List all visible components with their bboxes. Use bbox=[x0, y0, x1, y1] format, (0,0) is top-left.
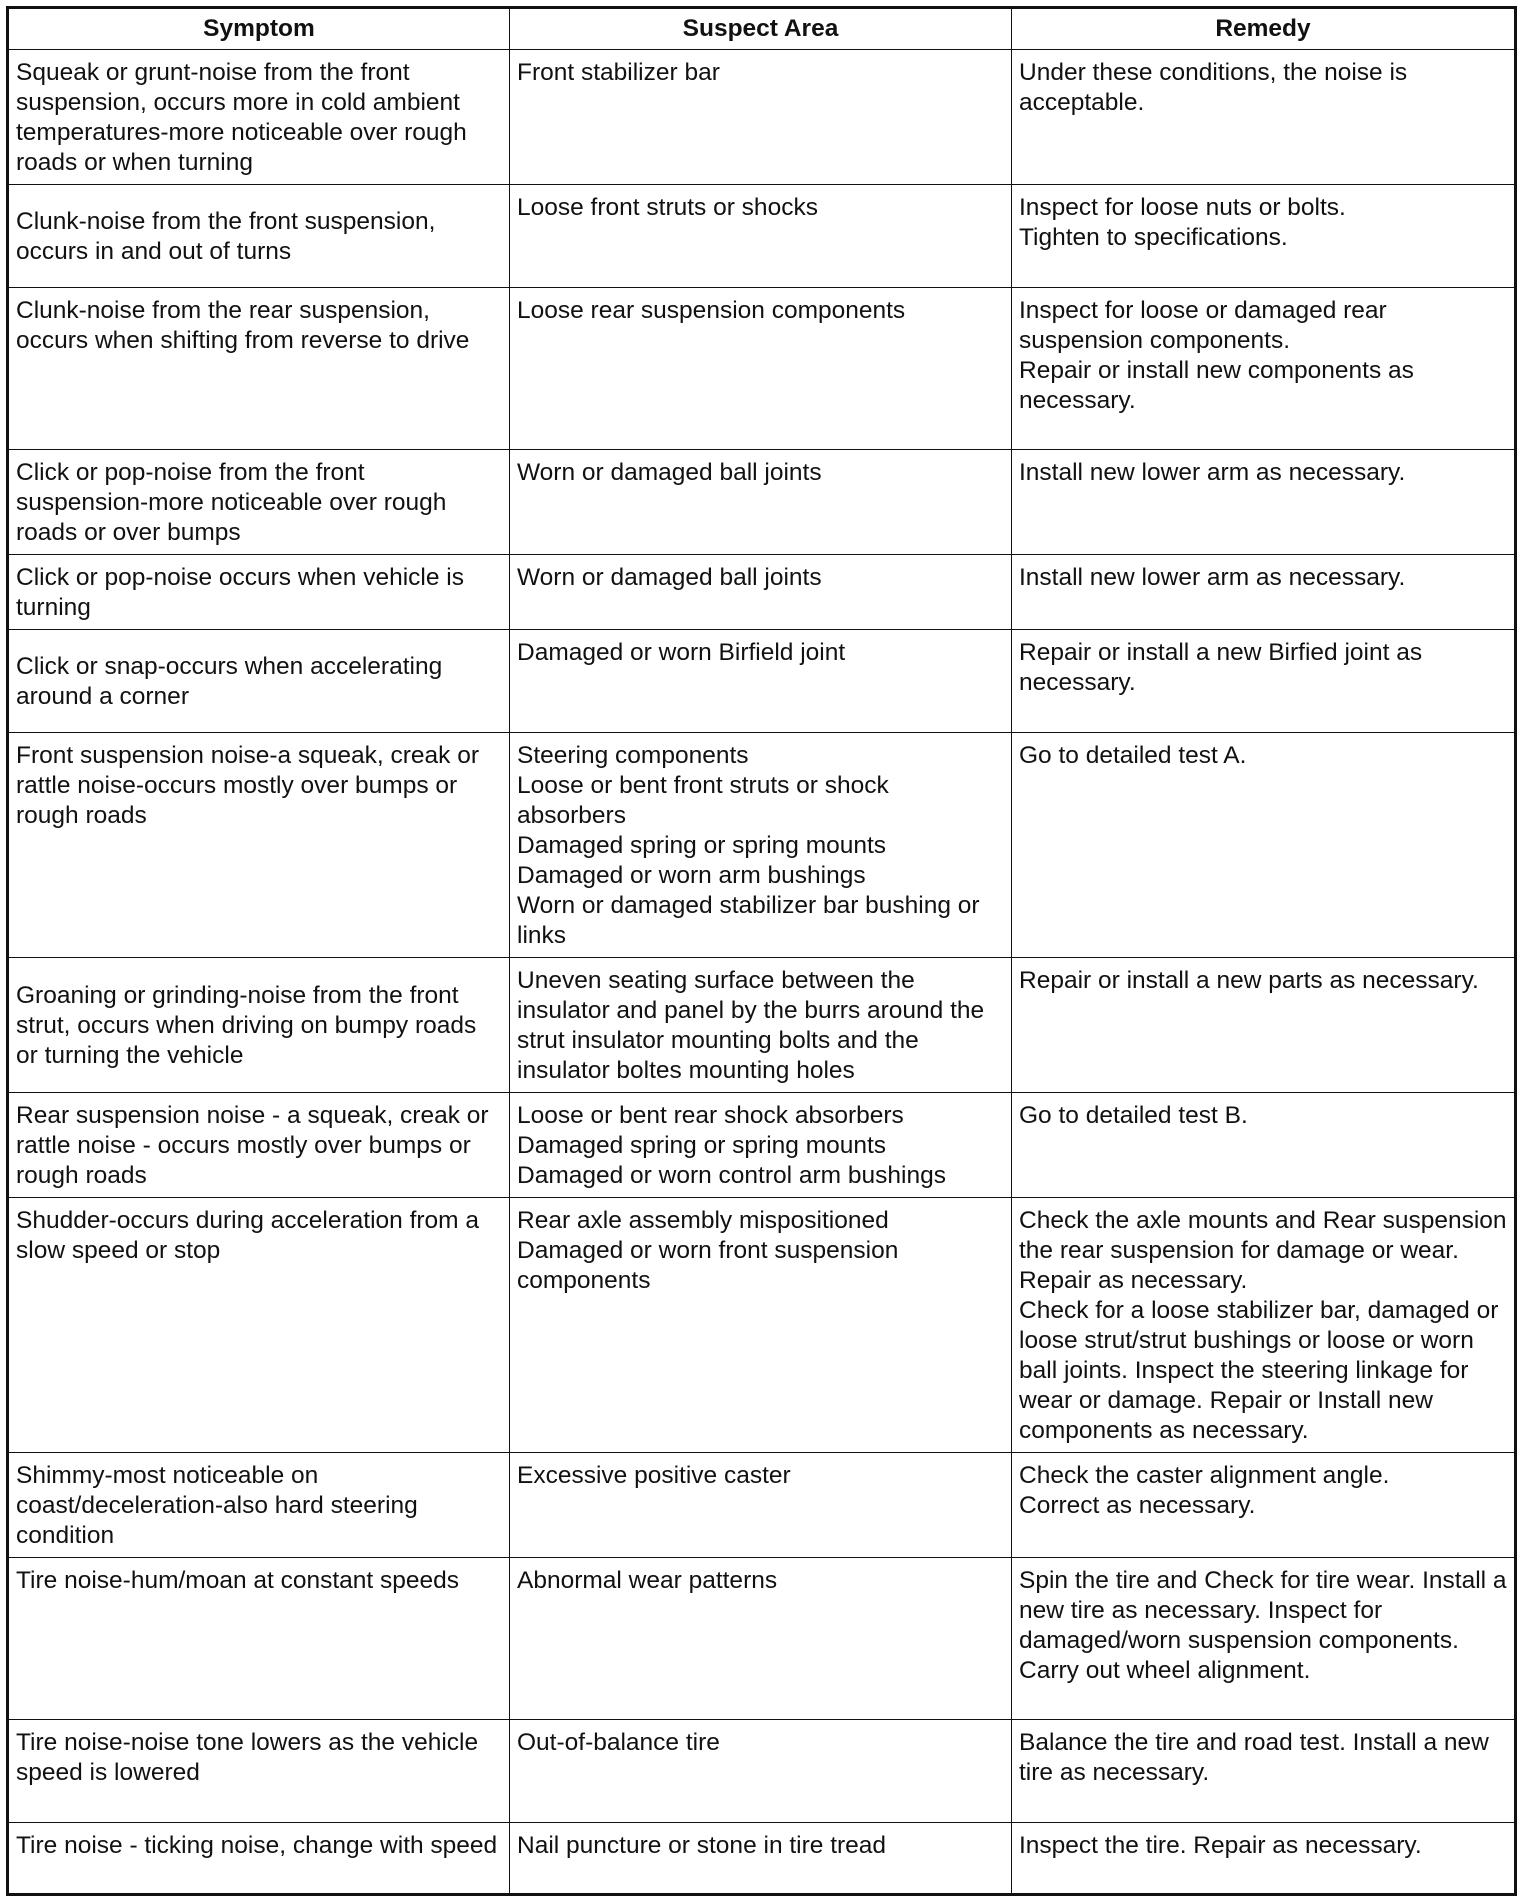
table-row bbox=[8, 733, 1516, 958]
table-row bbox=[8, 958, 1516, 1093]
suspect-area-cell: Abnormal wear patterns bbox=[510, 1558, 1012, 1720]
symptom-cell: Shimmy-most noticeable on coast/deceleration-also hard steering condition bbox=[8, 1453, 510, 1558]
remedy-cell: Under these conditions, the noise is acceptable. bbox=[1012, 50, 1516, 185]
suspect-area-cell: Out-of-balance tire bbox=[510, 1720, 1012, 1823]
table-row bbox=[8, 1823, 1516, 1895]
table-row bbox=[8, 450, 1516, 555]
remedy-cell: Spin the tire and Check for tire wear. Install a new tire as necessary. Inspect for damaged/worn suspension components. Carry out wheel alignment. bbox=[1012, 1558, 1516, 1720]
remedy-cell: Install new lower arm as necessary. bbox=[1012, 555, 1516, 630]
remedy-cell: Balance the tire and road test. Install a new tire as necessary. bbox=[1012, 1720, 1516, 1823]
suspect-area-cell: Loose rear suspension components bbox=[510, 288, 1012, 450]
diagnosis-page bbox=[6, 6, 1514, 1872]
symptom-cell: Squeak or grunt-noise from the front suspension, occurs more in cold ambient temperatures-more noticeable over rough roads or when turning bbox=[8, 50, 510, 185]
remedy-cell: Repair or install a new Birfied joint as necessary. bbox=[1012, 630, 1516, 733]
table-row bbox=[8, 1093, 1516, 1198]
suspect-area-cell: Nail puncture or stone in tire tread bbox=[510, 1823, 1012, 1895]
remedy-cell: Inspect for loose nuts or bolts. Tighten to specifications. bbox=[1012, 185, 1516, 288]
remedy-cell: Inspect for loose or damaged rear suspension components. Repair or install new components as necessary. bbox=[1012, 288, 1516, 450]
suspect-area-cell: Steering components Loose or bent front struts or shock absorbers Damaged spring or spring mounts Damaged or worn arm bushings Worn or damaged stabilizer bar bushing or links bbox=[510, 733, 1012, 958]
table-row bbox=[8, 185, 1516, 288]
table-row bbox=[8, 50, 1516, 185]
remedy-cell: Go to detailed test A. bbox=[1012, 733, 1516, 958]
symptom-cell: Shudder-occurs during acceleration from a slow speed or stop bbox=[8, 1198, 510, 1453]
symptom-cell: Tire noise-noise tone lowers as the vehicle speed is lowered bbox=[8, 1720, 510, 1823]
symptom-cell: Tire noise - ticking noise, change with speed bbox=[8, 1823, 510, 1895]
suspect-area-cell: Excessive positive caster bbox=[510, 1453, 1012, 1558]
remedy-cell: Install new lower arm as necessary. bbox=[1012, 450, 1516, 555]
suspect-area-cell: Rear axle assembly mispositioned Damaged or worn front suspension components bbox=[510, 1198, 1012, 1453]
header-suspect-area: Suspect Area bbox=[510, 8, 1012, 50]
symptom-cell: Front suspension noise-a squeak, creak or rattle noise-occurs mostly over bumps or rough roads bbox=[8, 733, 510, 958]
symptom-chart-table bbox=[6, 6, 1517, 1896]
table-row bbox=[8, 288, 1516, 450]
symptom-cell: Clunk-noise from the rear suspension, occurs when shifting from reverse to drive bbox=[8, 288, 510, 450]
suspect-area-cell: Damaged or worn Birfield joint bbox=[510, 630, 1012, 733]
remedy-cell: Go to detailed test B. bbox=[1012, 1093, 1516, 1198]
header-row bbox=[8, 8, 1516, 50]
symptom-cell: Click or snap-occurs when accelerating around a corner bbox=[8, 630, 510, 733]
suspect-area-cell: Front stabilizer bar bbox=[510, 50, 1012, 185]
table-row bbox=[8, 555, 1516, 630]
symptom-cell: Click or pop-noise occurs when vehicle is turning bbox=[8, 555, 510, 630]
suspect-area-cell: Loose or bent rear shock absorbers Damaged spring or spring mounts Damaged or worn control arm bushings bbox=[510, 1093, 1012, 1198]
suspect-area-cell: Worn or damaged ball joints bbox=[510, 450, 1012, 555]
suspect-area-cell: Worn or damaged ball joints bbox=[510, 555, 1012, 630]
suspect-area-cell: Uneven seating surface between the insulator and panel by the burrs around the strut insulator mounting bolts and the insulator boltes mounting holes bbox=[510, 958, 1012, 1093]
header-symptom: Symptom bbox=[8, 8, 510, 50]
remedy-cell: Check the caster alignment angle. Correct as necessary. bbox=[1012, 1453, 1516, 1558]
table-row bbox=[8, 1453, 1516, 1558]
symptom-cell: Click or pop-noise from the front suspension-more noticeable over rough roads or over bumps bbox=[8, 450, 510, 555]
symptom-cell: Clunk-noise from the front suspension, occurs in and out of turns bbox=[8, 185, 510, 288]
remedy-cell: Repair or install a new parts as necessary. bbox=[1012, 958, 1516, 1093]
header-remedy: Remedy bbox=[1012, 8, 1516, 50]
remedy-cell: Check the axle mounts and Rear suspension the rear suspension for damage or wear. Repair as necessary. Check for a loose stabilizer bar, damaged or loose strut/strut bushings or loose or worn ball joints. Inspect the steering linkage for wear or damage. Repair or Install new components as necessary. bbox=[1012, 1198, 1516, 1453]
symptom-cell: Rear suspension noise - a squeak, creak or rattle noise - occurs mostly over bumps or rough roads bbox=[8, 1093, 510, 1198]
table-row bbox=[8, 1198, 1516, 1453]
table-row bbox=[8, 630, 1516, 733]
symptom-cell: Tire noise-hum/moan at constant speeds bbox=[8, 1558, 510, 1720]
remedy-cell: Inspect the tire. Repair as necessary. bbox=[1012, 1823, 1516, 1895]
suspect-area-cell: Loose front struts or shocks bbox=[510, 185, 1012, 288]
symptom-cell: Groaning or grinding-noise from the front strut, occurs when driving on bumpy roads or turning the vehicle bbox=[8, 958, 510, 1093]
table-row bbox=[8, 1558, 1516, 1720]
table-row bbox=[8, 1720, 1516, 1823]
